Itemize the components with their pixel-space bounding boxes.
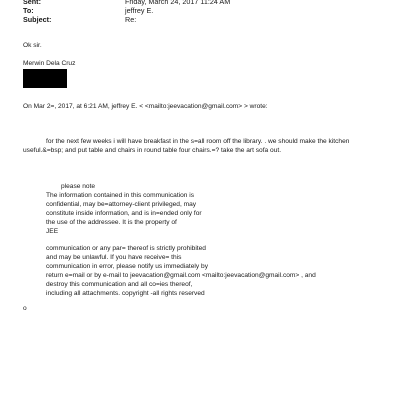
disclaimer-line: JEE [46, 228, 59, 235]
subject-row [23, 15, 136, 24]
quoted-body-line-1: for the next few weeks i will have breakfast in the s=all room off the library. . we should make the kitchen [46, 138, 350, 145]
redaction-block [23, 69, 67, 88]
disclaimer-line: the use of the addressee. It is the property of [46, 219, 177, 226]
sender-name: Merwin Dela Cruz [23, 60, 76, 67]
disclaimer-line: communication in error, please notify us immediately by [46, 263, 208, 270]
disclaimer-line: communication or any par= thereof is strictly prohibited [46, 245, 206, 252]
disclaimer-line: destroy this communication and all co=ies thereof, [46, 281, 193, 288]
sent-value: Friday, March 24, 2017 11:24 AM [125, 0, 231, 6]
disclaimer-line: please note [61, 183, 96, 190]
quoted-body-line-2: useful.&=bsp; and put table and chairs in round table four chairs.=? take the art sofa out. [23, 147, 282, 154]
subject-value: Re: [125, 15, 137, 24]
sent-label: Sent: [23, 0, 41, 6]
disclaimer-line: constitute inside information, and is in=ended only for [46, 210, 202, 217]
disclaimer-line: including all attachments. copyright -all rights reserved [46, 290, 205, 297]
disclaimer-line: and may be unlawful. If you have receive= this [46, 254, 182, 261]
to-value: jeffrey E. [125, 6, 154, 15]
subject-label: Subject: [23, 15, 52, 24]
to-row [23, 6, 153, 15]
footer-bullet: o [23, 305, 27, 312]
reply-greeting: Ok sir. [23, 42, 42, 49]
disclaimer-line: return e=mail or by e-mail to jeevacation@gmail.com <mailto:jeevacation@gmail.com> , and [46, 272, 316, 279]
quoted-intro: On Mar 2=, 2017, at 6:21 AM, jeffrey E. < <mailto:jeevacation@gmail.com> > wrote: [23, 103, 268, 110]
disclaimer-line: confidential, may be=attorney-client privileged, may [46, 201, 197, 208]
disclaimer-line: The information contained in this communication is [46, 192, 195, 199]
to-label: To: [23, 6, 34, 15]
